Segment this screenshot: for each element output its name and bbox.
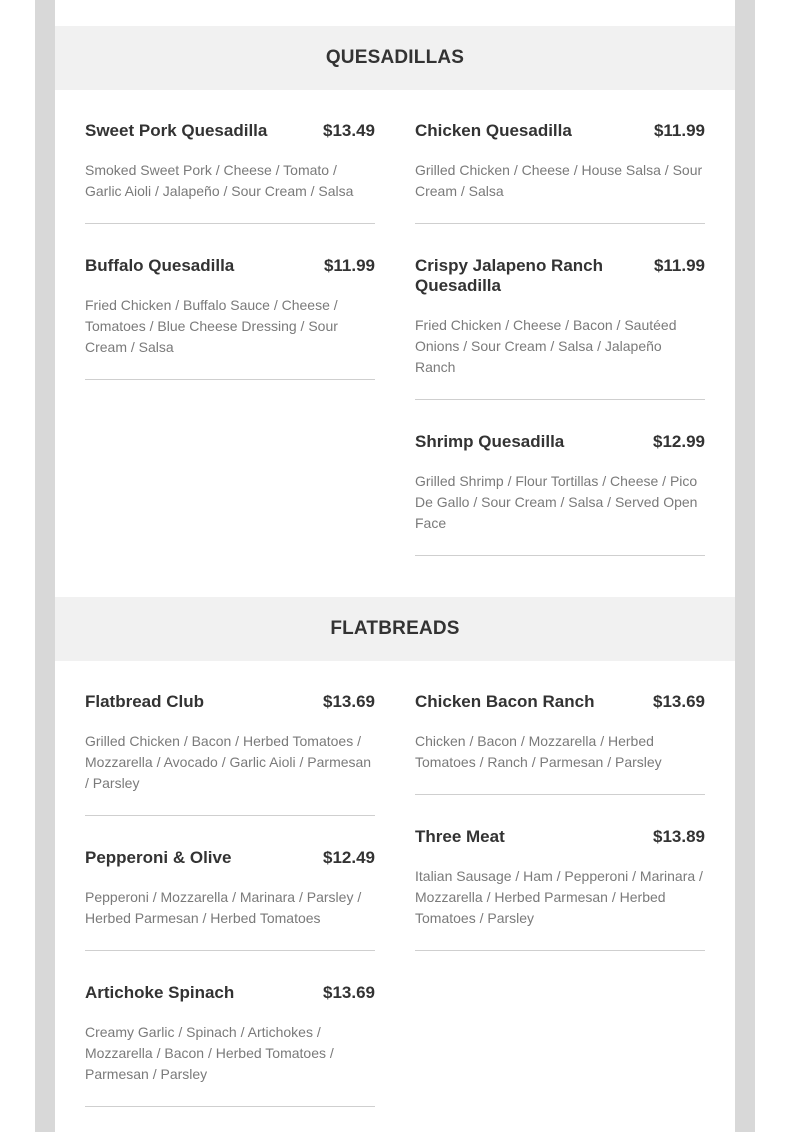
menu-item (85, 983, 375, 1107)
item-name: Shrimp Quesadilla (415, 432, 565, 451)
flatbreads-left-column (85, 692, 375, 1107)
item-name: Flatbread Club (85, 692, 205, 711)
item-name: Buffalo Quesadilla (85, 256, 235, 275)
item-price: $13.49 (323, 121, 375, 140)
item-name: Artichoke Spinach (85, 983, 235, 1002)
menu-item (85, 848, 375, 951)
menu-item (415, 256, 705, 400)
section-header-quesadillas (55, 26, 735, 90)
item-name: Crispy Jalapeno Ranch Quesadilla (415, 256, 604, 295)
item-price: $13.69 (653, 692, 705, 711)
item-description: Smoked Sweet Pork / Cheese / Tomato / Garlic Aioli / Jalapeño / Sour Cream / Salsa (85, 162, 354, 199)
item-name: Three Meat (415, 827, 505, 846)
item-description: Fried Chicken / Buffalo Sauce / Cheese / Tomatoes / Blue Cheese Dressing / Sour Cream / Salsa (85, 297, 338, 355)
menu-item (415, 432, 705, 556)
menu-item (85, 692, 375, 816)
item-name: Chicken Quesadilla (415, 121, 572, 140)
item-description: Creamy Garlic / Spinach / Artichokes / Mozzarella / Bacon / Herbed Tomatoes / Parmesan / Parsley (85, 1024, 334, 1082)
quesadillas-right-column (415, 121, 705, 556)
item-description: Chicken / Bacon / Mozzarella / Herbed Tomatoes / Ranch / Parmesan / Parsley (415, 733, 662, 770)
menu-item (85, 121, 375, 224)
item-price: $11.99 (323, 256, 375, 275)
menu-item (415, 692, 705, 795)
item-description: Pepperoni / Mozzarella / Marinara / Parsley / Herbed Parmesan / Herbed Tomatoes (85, 889, 362, 926)
item-price: $12.49 (323, 848, 375, 867)
section-title: FLATBREADS (330, 618, 460, 639)
menu-item (85, 256, 375, 380)
item-description: Grilled Chicken / Bacon / Herbed Tomatoes / Mozzarella / Avocado / Garlic Aioli / Parmesan / Parsley (85, 733, 372, 791)
item-price: $11.99 (653, 256, 705, 275)
quesadillas-left-column (85, 121, 375, 380)
item-price: $13.69 (323, 692, 375, 711)
item-price: $12.99 (653, 432, 705, 451)
flatbreads-right-column (415, 692, 705, 951)
section-title: QUESADILLAS (325, 47, 465, 68)
menu-item (415, 827, 705, 951)
section-header-flatbreads (55, 597, 735, 661)
item-description: Grilled Chicken / Cheese / House Salsa / Sour Cream / Salsa (415, 162, 703, 199)
item-description: Grilled Shrimp / Flour Tortillas / Cheese / Pico De Gallo / Sour Cream / Salsa / Served Open Face (415, 473, 698, 531)
item-price: $13.89 (653, 827, 705, 846)
menu-item (415, 121, 705, 224)
item-price: $11.99 (653, 121, 705, 140)
item-name: Pepperoni & Olive (85, 848, 232, 867)
item-price: $13.69 (323, 983, 375, 1002)
item-description: Fried Chicken / Cheese / Bacon / Sautéed Onions / Sour Cream / Salsa / Jalapeño Ranch (415, 317, 677, 375)
item-name: Chicken Bacon Ranch (415, 692, 595, 711)
item-name: Sweet Pork Quesadilla (85, 121, 268, 140)
item-description: Italian Sausage / Ham / Pepperoni / Marinara / Mozzarella / Herbed Parmesan / Herbed Tomatoes / Parsley (415, 868, 703, 926)
